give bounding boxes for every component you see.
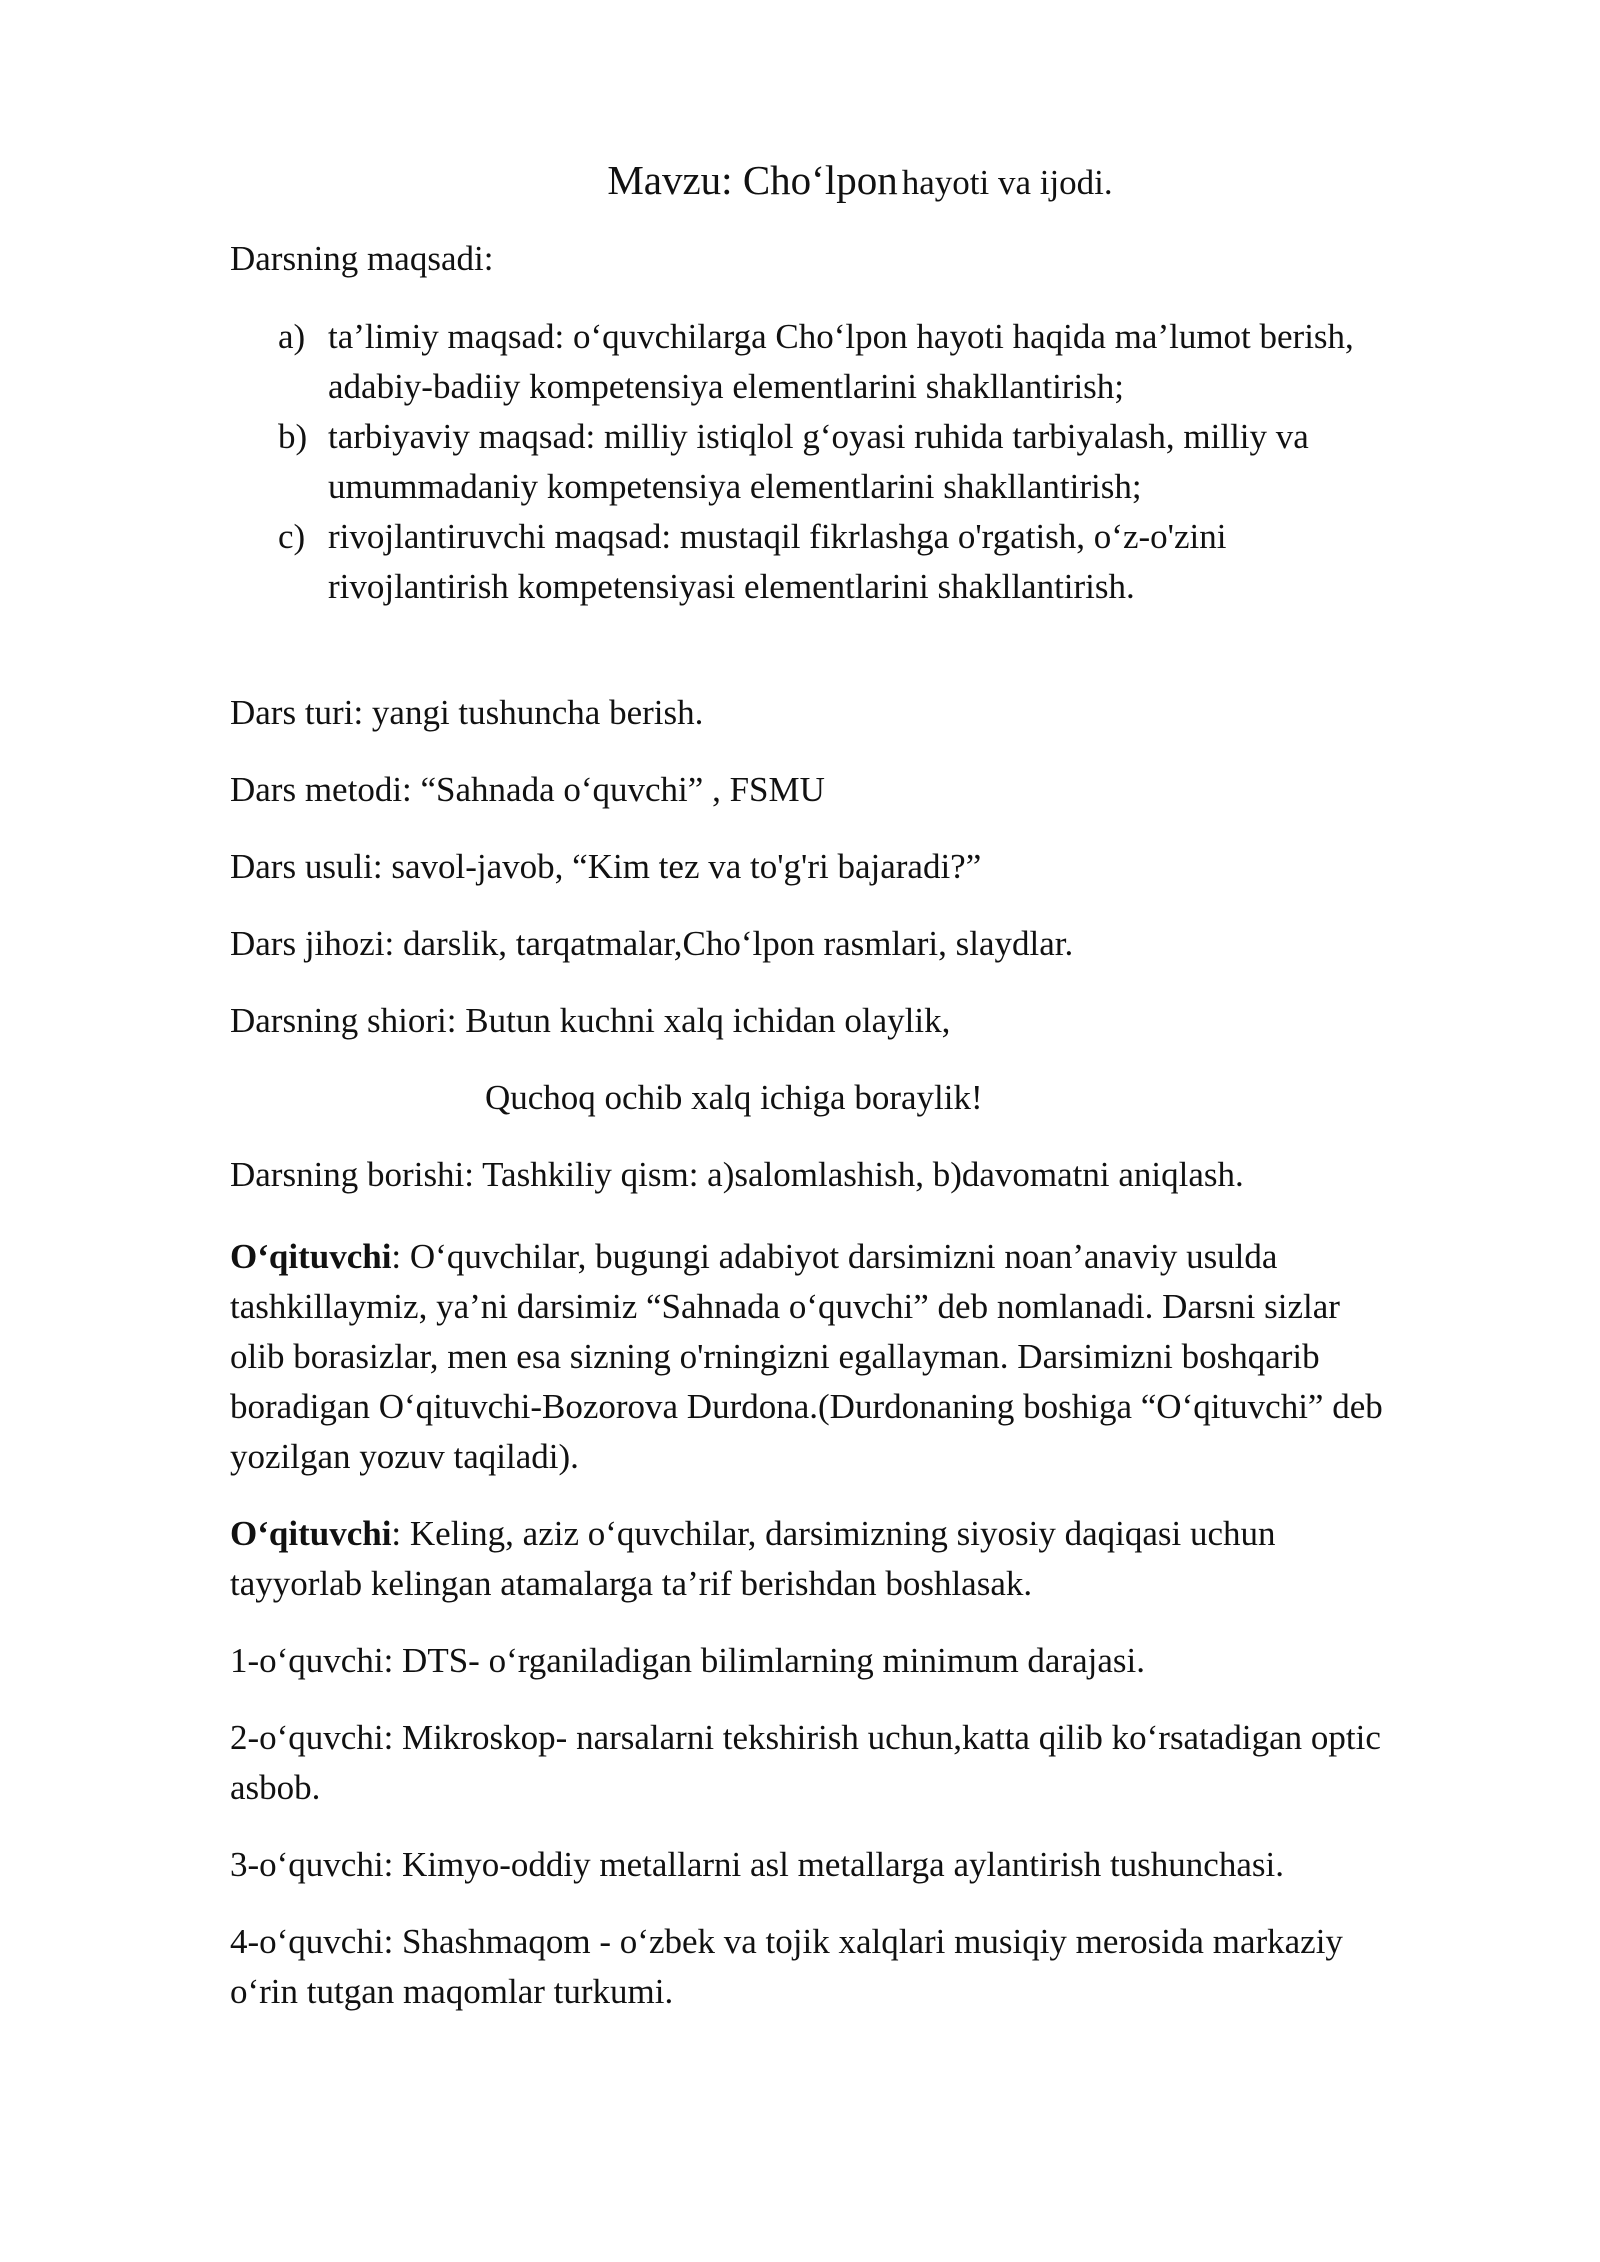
teacher-paragraph (230, 1232, 1490, 1482)
lesson-method: Dars metodi: “Sahnada o‘quvchi” , FSMU (230, 770, 825, 809)
student-entry (230, 1917, 1490, 2017)
teacher-paragraph (230, 1509, 1490, 1609)
goal-line: rivojlantirish kompetensiyasi elementlarini shakllantirish. (328, 567, 1135, 606)
goal-line: umummadaniy kompetensiya elementlarini shakllantirish; (328, 467, 1142, 506)
speaker-name: O‘qituvchi (230, 1237, 392, 1276)
goal-marker: b) (278, 417, 308, 456)
goal-marker: c) (278, 517, 306, 556)
paragraph-line: tashkillaymiz, ya’ni darsimiz “Sahnada o‘quvchi” deb nomlanadi. Darsni sizlar (230, 1287, 1340, 1326)
paragraph-line: O‘qituvchi: O‘quvchilar, bugungi adabiyot darsimizni noan’anaviy usulda (230, 1237, 1278, 1276)
paragraph-line: yozilgan yozuv taqiladi). (230, 1437, 579, 1476)
lesson-progress: Darsning borishi: Tashkiliy qism: a)salomlashish, b)davomatni aniqlash. (230, 1155, 1244, 1194)
student-entry (230, 1636, 1490, 1686)
paragraph-line: tayyorlab kelingan atamalarga ta’rif berishdan boshlasak. (230, 1564, 1033, 1603)
paragraph-line: O‘qituvchi: Keling, aziz o‘quvchilar, darsimizning siyosiy daqiqasi uchun (230, 1514, 1276, 1553)
paragraph-line: o‘rin tutgan maqomlar turkumi. (230, 1972, 674, 2011)
goal-line: tarbiyaviy maqsad: milliy istiqlol g‘oyasi ruhida tarbiyalash, milliy va (328, 417, 1309, 456)
page-title (0, 150, 1600, 220)
paragraph-line: 4-o‘quvchi: Shashmaqom - o‘zbek va tojik xalqlari musiqiy merosida markaziy (230, 1922, 1343, 1961)
title-main: Mavzu: Cho‘lpon (607, 157, 898, 203)
lesson-type: Dars turi: yangi tushuncha berish. (230, 693, 704, 732)
student-entry (230, 1840, 1490, 1890)
lesson-motto: Darsning shiori: Butun kuchni xalq ichidan olaylik, (230, 1001, 951, 1040)
speaker-name: O‘qituvchi (230, 1514, 392, 1553)
goal-marker: a) (278, 317, 306, 356)
goal-line: rivojlantiruvchi maqsad: mustaqil fikrlashga o'rgatish, o‘z-o'zini (328, 517, 1227, 556)
paragraph-line: asbob. (230, 1768, 321, 1807)
title-rest: hayoti va ijodi. (901, 163, 1113, 202)
goal-line: adabiy-badiiy kompetensiya elementlarini shakllantirish; (328, 367, 1125, 406)
lesson-motto-second-line: Quchoq ochib xalq ichiga boraylik! (485, 1078, 983, 1117)
lesson-equipment: Dars jihozi: darslik, tarqatmalar,Cho‘lpon rasmlari, slaydlar. (230, 924, 1074, 963)
lesson-technique: Dars usuli: savol-javob, “Kim tez va to'g'ri bajaradi?” (230, 847, 982, 886)
paragraph-line: 1-o‘quvchi: DTS- o‘rganiladigan bilimlarning minimum darajasi. (230, 1641, 1146, 1680)
goals-label: Darsning maqsadi: (230, 239, 494, 278)
goal-line: ta’limiy maqsad: o‘quvchilarga Cho‘lpon hayoti haqida ma’lumot berish, (328, 317, 1354, 356)
paragraph-line: 3-o‘quvchi: Kimyo-oddiy metallarni asl metallarga aylantirish tushunchasi. (230, 1845, 1284, 1884)
student-entry (230, 1713, 1490, 1813)
paragraph-line: olib borasizlar, men esa sizning o'rningizni egallayman. Darsimizni boshqarib (230, 1337, 1320, 1376)
paragraph-line: 2-o‘quvchi: Mikroskop- narsalarni tekshirish uchun,katta qilib ko‘rsatadigan optic (230, 1718, 1381, 1757)
paragraph-line: boradigan O‘qituvchi-Bozorova Durdona.(Durdonaning boshiga “O‘qituvchi” deb (230, 1387, 1383, 1426)
